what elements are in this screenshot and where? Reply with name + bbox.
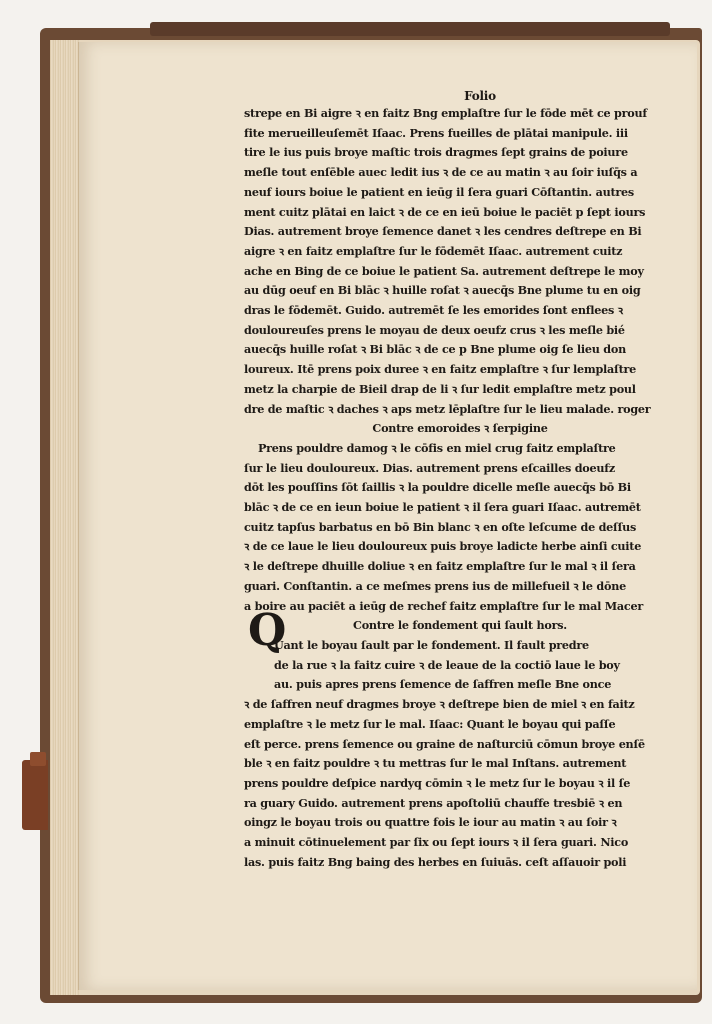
- text-line: douloureuſes prens le moyau de deux oeufz crus ꝛ les meſle bié: [244, 322, 625, 337]
- strap-knot: [30, 752, 46, 766]
- text-line: eſt perce. prens ſemence ou graine de naſturciū cōmun broye enſē: [244, 736, 645, 751]
- text-line: prens pouldre deſpice nardyq cōmin ꝛ le metz ſur le boyau ꝛ il ſe: [244, 775, 631, 790]
- text-line: aigre ꝛ en faitz emplaſtre ſur le fōdemēt Iſaac. autrement cuitz: [244, 243, 623, 258]
- text-line: Uant le boyau ſault par le fondement. Il fault predre: [274, 637, 589, 652]
- text-line: emplaſtre ꝛ le metz ſur le mal. Iſaac: Quant le boyau qui paſſe: [244, 716, 616, 731]
- section-heading-fondement: Contre le fondement qui ſault hors.: [353, 618, 567, 633]
- text-line: ache en Bing de ce boiue le patient Sa. autrement deſtrepe le moy: [244, 263, 644, 278]
- text-line: cuitz tapſus barbatus en bō Bin blanc ꝛ en oſte leſcume de deſſus: [244, 519, 637, 534]
- text-line: dōt les pouſſins ſōt ſaillis ꝛ la pouldre dicelle meſle auecq̄s bō Bi: [244, 480, 631, 495]
- text-line: guari. Conſtantin. a ce meſmes prens ius de millefueil ꝛ le dōne: [244, 578, 626, 593]
- text-line: blāc ꝛ de ce en ieun boiue le patient ꝛ il ſera guari Iſaac. autremēt: [244, 500, 641, 515]
- drop-cap-letter: Q: [248, 605, 287, 656]
- text-line: a boire au paciēt a ieūg de rechef faitz emplaſtre ſur le mal Macer: [244, 598, 643, 613]
- text-line: ꝛ de ſaffren neuf dragmes broye ꝛ deſtrepe bien de miel ꝛ en faitz: [244, 697, 635, 712]
- paragraph-emoroides: [244, 439, 676, 616]
- leather-strap: [22, 760, 48, 830]
- section-heading-emoroides: Contre emoroides ꝛ ſerpigine: [372, 421, 548, 436]
- paragraph-emplaster: [244, 104, 676, 419]
- text-line: neuf iours boiue le patient en ieūg il ſera guari Cōſtantin. autres: [244, 184, 634, 199]
- text-line: las. puis faitz Bng baing des herbes en ſuiuās. ceſt aſſauoir poli: [244, 854, 627, 869]
- text-line: de la rue ꝛ la faitz cuire ꝛ de leaue de la coctiō laue le boy: [274, 657, 620, 672]
- text-line: tire le ius puis broye maſtic trois dragmes ſept grains de poiure: [244, 145, 628, 160]
- text-line: loureux. Itē prens poix duree ꝛ en faitz emplaſtre ꝛ ſur lemplaſtre: [244, 362, 637, 377]
- text-line: fite merueilleuſemēt Iſaac. Prens fueilles de plātai manipule. iii: [244, 125, 628, 140]
- text-line: ꝛ le deſtrepe dhuille doliue ꝛ en faitz emplaſtre ſur le mal ꝛ il ſera: [244, 559, 636, 574]
- text-line: dre de maſtic ꝛ daches ꝛ aps metz lēplaſtre ſur le lieu malade. roger: [244, 401, 651, 416]
- text-line: auecq̄s huille roſat ꝛ Bi blāc ꝛ de ce p Bne plume oig ſe lieu don: [244, 342, 626, 357]
- text-line: dras le fōdemēt. Guido. autremēt ſe les emorides ſont enflees ꝛ: [244, 303, 623, 318]
- text-line: ble ꝛ en faitz pouldre ꝛ tu mettras ſur le mal Inſtans. autrement: [244, 756, 627, 771]
- folio-heading: Folio: [464, 89, 496, 103]
- text-line: a minuit cōtinuelement par ſix ou ſept iours ꝛ il ſera guari. Nico: [244, 835, 629, 850]
- book-cover-top-edge: [150, 22, 670, 36]
- text-line: au. puis apres prens ſemence de ſaffren meſle Bne once: [274, 677, 612, 692]
- text-line: ſur le lieu douloureux. Dias. autrement prens eſcailles doeufz: [244, 460, 615, 475]
- text-line: ꝛ de ce laue le lieu douloureux puis broye ladicte herbe ainſi cuite: [244, 539, 642, 554]
- text-line: ra guary Guido. autrement prens apoſtoliū chauffe tresbiē ꝛ en: [244, 795, 623, 810]
- text-line: metz la charpie de Bieil drap de li ꝛ ſur ledit emplaſtre metz poul: [244, 381, 636, 396]
- paragraph-fondement: [244, 636, 676, 872]
- text-line: Prens pouldre damog ꝛ le cōfis en miel crug faitz emplaſtre: [258, 440, 616, 455]
- text-line: meſle tout enſēble auec ledit ius ꝛ de ce au matin ꝛ au ſoir iuſq̄s a: [244, 165, 638, 180]
- text-line: au dūg oeuf en Bi blāc ꝛ huille roſat ꝛ auecq̄s Bne plume tu en oig: [244, 283, 641, 298]
- text-line: strepe en Bi aigre ꝛ en faitz Bng emplaſtre ſur le fōde mēt ce prouf: [244, 106, 647, 120]
- page-text-block: [244, 88, 676, 872]
- text-line: oingz le boyau trois ou quattre fois le iour au matin ꝛ au ſoir ꝛ: [244, 815, 617, 830]
- text-line: ment cuitz plātai en laict ꝛ de ce en ieū boiue le paciēt p ſept iours: [244, 204, 646, 219]
- text-line: Dias. autrement broye ſemence danet ꝛ les cendres deſtrepe en Bi: [244, 224, 642, 239]
